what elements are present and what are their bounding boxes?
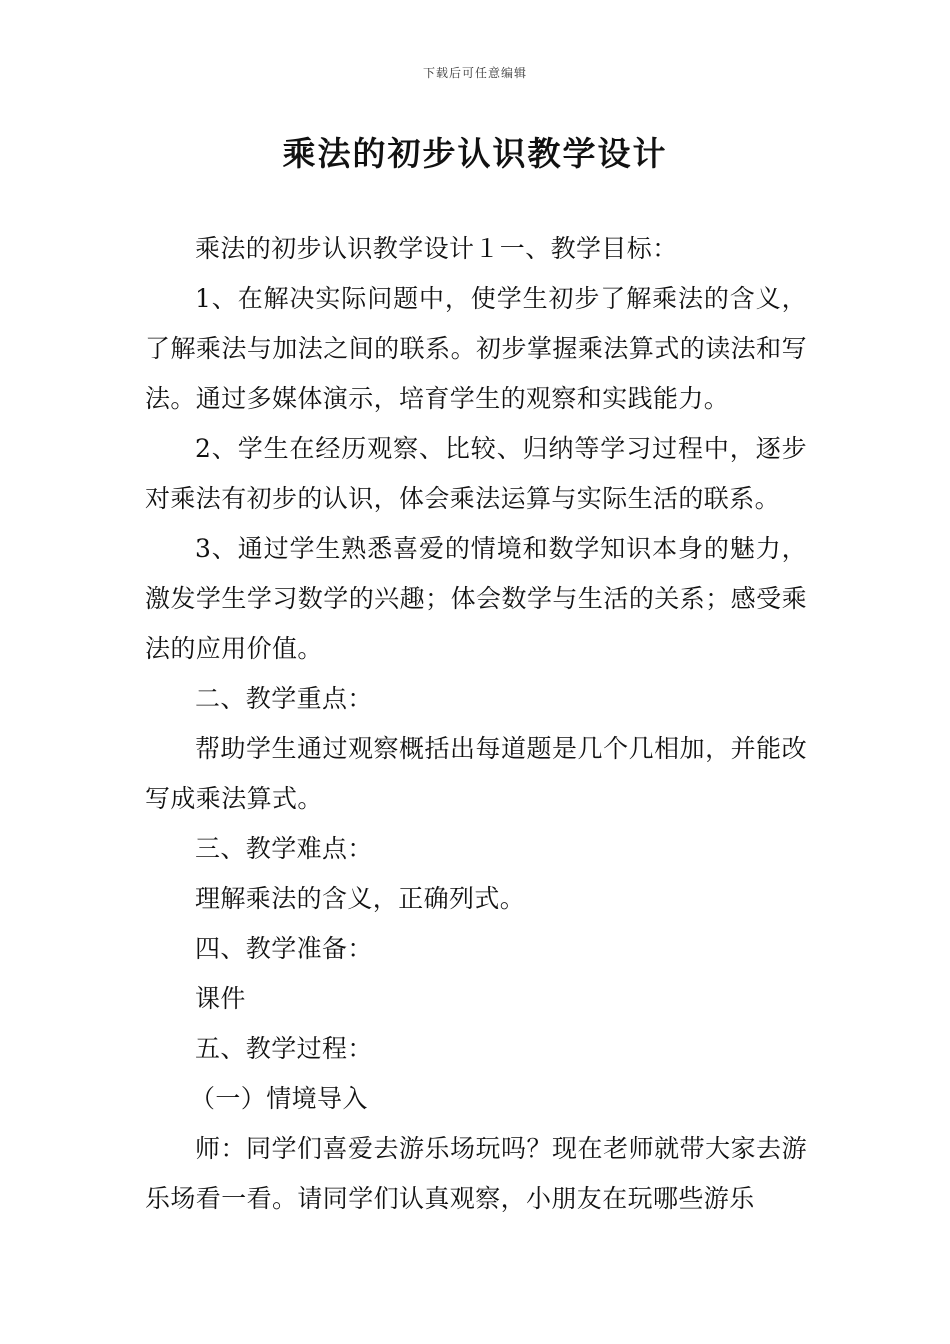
heading-preparation: 四、教学准备： [195, 934, 373, 963]
paragraph-teacher-dialogue: 师：同学们喜爱去游乐场玩吗？现在老师就带大家去游乐场看一看。请同学们认真观察，小朋友在玩哪些游乐 [145, 1134, 807, 1213]
paragraph-objective-2: 2、学生在经历观察、比较、归纳等学习过程中，逐步对乘法有初步的认识，体会乘法运算与实际生活的联系。 [145, 434, 807, 513]
paragraph-intro-objectives: 乘法的初步认识教学设计１一、教学目标： [195, 234, 678, 263]
paragraph-difficulties: 理解乘法的含义，正确列式。 [195, 884, 526, 913]
document-body [145, 224, 807, 1224]
heading-difficulties: 三、教学难点： [195, 834, 373, 863]
heading-key-points: 二、教学重点： [195, 684, 373, 713]
heading-process: 五、教学过程： [195, 1034, 373, 1063]
paragraph-objective-1: 1、在解决实际问题中，使学生初步了解乘法的含义，了解乘法与加法之间的联系。初步掌握乘法算式的读法和写法。通过多媒体演示，培育学生的观察和实践能力。 [145, 284, 807, 413]
paragraph-key-points: 帮助学生通过观察概括出每道题是几个几相加，并能改写成乘法算式。 [145, 734, 807, 813]
document-title: 乘法的初步认识教学设计 [282, 134, 668, 173]
subheading-introduction: （一）情境导入 [190, 1084, 368, 1113]
header-note: 下载后可任意编辑 [422, 66, 527, 80]
paragraph-objective-3: 3、通过学生熟悉喜爱的情境和数学知识本身的魅力，激发学生学习数学的兴趣；体会数学与生活的关系；感受乘法的应用价值。 [145, 534, 807, 663]
paragraph-preparation: 课件 [195, 984, 246, 1013]
